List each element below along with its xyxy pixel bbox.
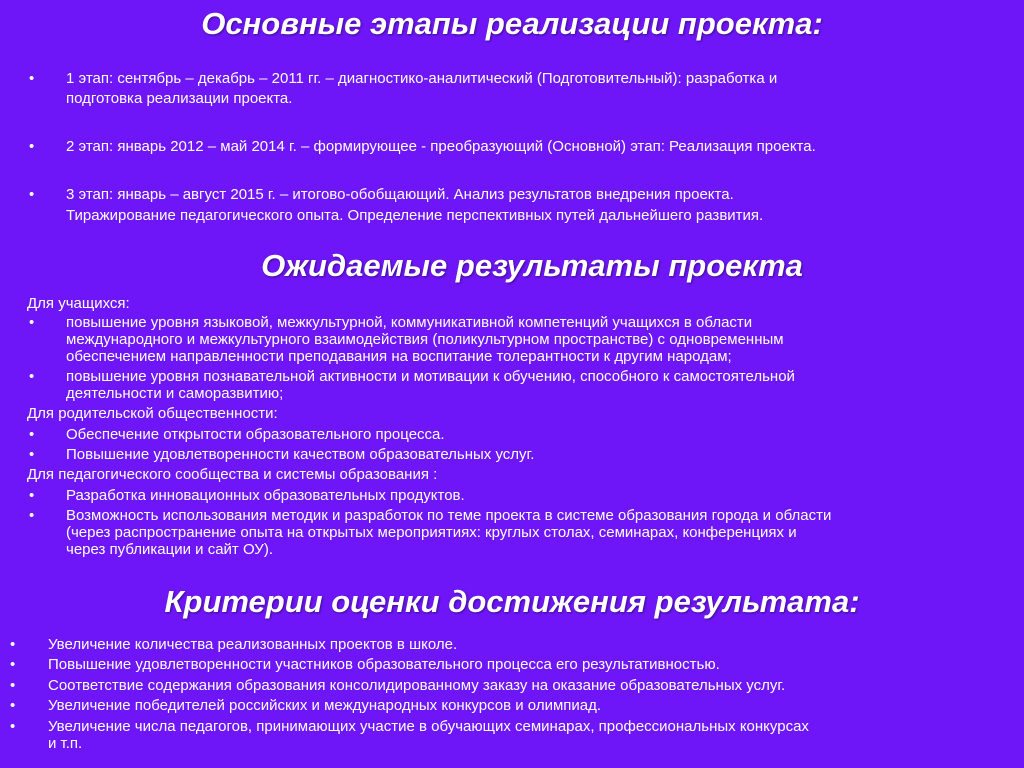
stage-1-line-1: 1 этап: сентябрь – декабрь – 2011 гг. – диагностико-аналитический (Подготовительный): разработка и	[66, 70, 778, 87]
criteria-item-1: Увеличение количества реализованных проектов в школе.	[48, 636, 458, 653]
stage-3-line-1: 3 этап: январь – август 2015 г. – итогово-обобщающий. Анализ результатов внедрения проекта.	[66, 186, 734, 203]
students-item-2-line-2: деятельности и саморазвитию;	[66, 385, 284, 402]
students-item-1-line-1: повышение уровня языковой, межкультурной, коммуникативной компетенций учащихся в области	[66, 314, 753, 331]
criteria-item-5-line-2: и т.п.	[48, 735, 83, 752]
group-heading-parents: Для родительской общественности:	[27, 405, 278, 422]
students-item-2-line-1: повышение уровня познавательной активности и мотивации к обучению, способного к самостоятельной	[66, 368, 795, 385]
stages-title: Основные этапы реализации проекта:	[201, 6, 823, 41]
teachers-item-2-line-1: Возможность использования методик и разработок по теме проекта в системе образования города и области	[66, 507, 832, 524]
criteria-item-3: Соответствие содержания образования консолидированному заказу на оказание образовательных услуг.	[48, 677, 786, 694]
bullet: •	[10, 656, 16, 673]
teachers-item-1: Разработка инновационных образовательных продуктов.	[66, 487, 465, 504]
group-heading-students: Для учащихся:	[27, 295, 130, 312]
bullet: •	[29, 426, 35, 443]
bullet: •	[29, 507, 35, 524]
bullet: •	[29, 138, 35, 155]
results-title: Ожидаемые результаты проекта	[261, 248, 803, 283]
bullet: •	[10, 636, 16, 653]
students-item-1-line-3: обеспечением направленности преподавания на воспитание толерантности к другим народам;	[66, 348, 732, 365]
bullet: •	[10, 718, 16, 735]
criteria-item-2: Повышение удовлетворенности участников образовательного процесса его результативностью.	[48, 656, 720, 673]
parents-item-1: Обеспечение открытости образовательного процесса.	[66, 426, 445, 443]
group-heading-teachers: Для педагогического сообщества и системы образования :	[27, 466, 438, 483]
teachers-item-2-line-2: (через распространение опыта на открытых мероприятиях: круглых столах, семинарах, конференциях и	[66, 524, 797, 541]
stage-3-line-2: Тиражирование педагогического опыта. Определение перспективных путей дальнейшего развития.	[66, 207, 764, 224]
bullet: •	[29, 70, 35, 87]
teachers-item-2-line-3: через публикации и сайт ОУ).	[66, 541, 273, 558]
bullet: •	[29, 186, 35, 203]
bullet: •	[29, 314, 35, 331]
bullet: •	[10, 697, 16, 714]
criteria-item-5-line-1: Увеличение числа педагогов, принимающих участие в обучающих семинарах, профессиональных конкурсах	[48, 718, 809, 735]
criteria-title: Критерии оценки достижения результата:	[164, 584, 860, 619]
bullet: •	[29, 446, 35, 463]
stage-2-line-1: 2 этап: январь 2012 – май 2014 г. – формирующее - преобразующий (Основной) этап: Реализация проекта.	[66, 138, 816, 155]
parents-item-2: Повышение удовлетворенности качеством образовательных услуг.	[66, 446, 535, 463]
criteria-item-4: Увеличение победителей российских и международных конкурсов и олимпиад.	[48, 697, 602, 714]
stage-1-line-2: подготовка реализации проекта.	[66, 90, 293, 107]
bullet: •	[29, 487, 35, 504]
bullet: •	[10, 677, 16, 694]
students-item-1-line-2: международного и межкультурного взаимодействия (поликультурном пространстве) с одновременным	[66, 331, 784, 348]
bullet: •	[29, 368, 35, 385]
